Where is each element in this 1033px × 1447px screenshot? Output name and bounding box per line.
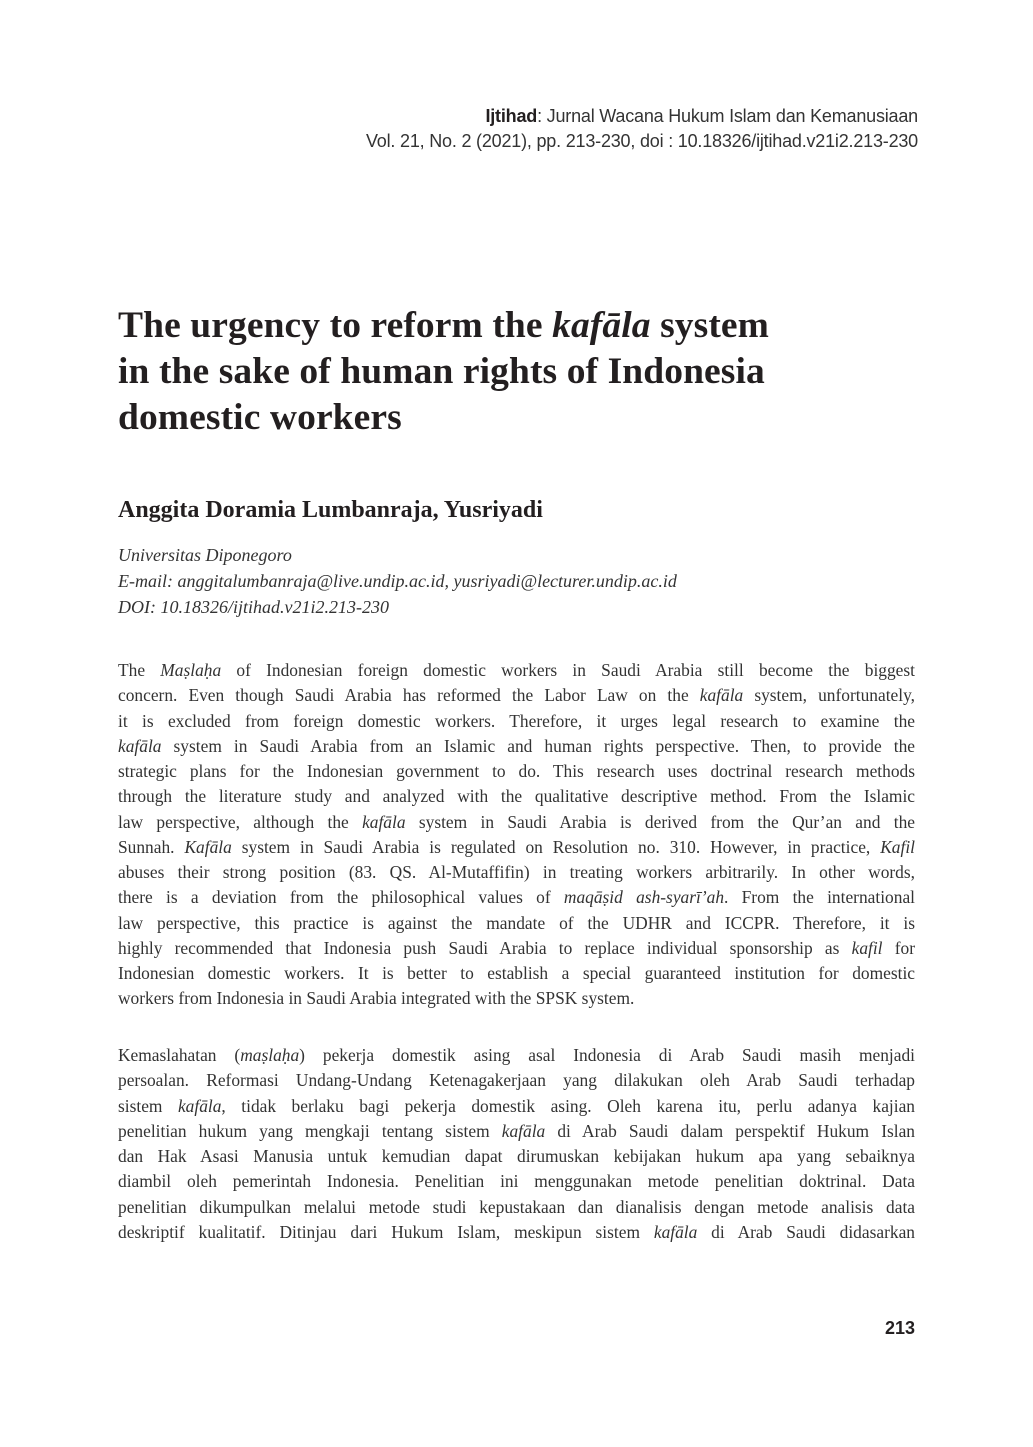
authors: Anggita Doramia Lumbanraja, Yusriyadi xyxy=(118,497,543,523)
abstract-line: highly recommended that Indonesia push Saudi Arabia to replace individual sponsorship as kafil for xyxy=(118,937,915,958)
journal-title-line xyxy=(366,104,918,129)
abstract-indonesian xyxy=(118,1043,915,1245)
abstract-line: workers from Indonesia in Saudi Arabia integrated with the SPSK system. xyxy=(118,988,635,1009)
page-number: 213 xyxy=(884,1318,915,1338)
abstrak-line: persoalan. Reformasi Undang-Undang Ketenagakerjaan yang dilakukan oleh Arab Saudi terhadap xyxy=(118,1070,915,1091)
abstract-line: law perspective, this practice is against the mandate of the UDHR and ICCPR. Therefore, it is xyxy=(118,912,915,933)
abstract-line: law perspective, although the kafāla system in Saudi Arabia is derived from the Qur’an and the xyxy=(118,811,915,832)
abstract-line: abuses their strong position (83. QS. Al-Mutaffifin) in treating workers arbitrarily. In other words, xyxy=(118,862,915,882)
abstract-line: Sunnah. Kafāla system in Saudi Arabia is regulated on Resolution no. 310. However, in practice, Kafil xyxy=(118,836,915,857)
abstrak-line: penelitian hukum yang mengkaji tentang sistem kafāla di Arab Saudi dalam perspektif Hukum Islan xyxy=(118,1120,915,1141)
title-line-1: The urgency to reform the kafāla system xyxy=(118,305,769,346)
abstrak-line: penelitian dikumpulkan melalui metode studi kepustakaan dan dianalisis dengan metode analisis data xyxy=(118,1196,915,1217)
abstrak-line: deskriptif kualitatif. Ditinjau dari Hukum Islam, meskipun sistem kafāla di Arab Saudi didasarkan xyxy=(118,1221,915,1242)
email: E-mail: anggitalumbanraja@live.undip.ac.id, yusriyadi@lecturer.undip.ac.id xyxy=(118,571,677,591)
abstract-line: strategic plans for the Indonesian government to do. This research uses doctrinal research methods xyxy=(118,761,915,781)
abstract-line: Indonesian domestic workers. It is better to establish a special guaranteed institution for domestic xyxy=(118,963,915,983)
abstract-line: kafāla system in Saudi Arabia from an Islamic and human rights perspective. Then, to provide the xyxy=(118,735,915,756)
abstrak-line: sistem kafāla, tidak berlaku bagi pekerja domestik asing. Oleh karena itu, perlu adanya kajian xyxy=(118,1095,915,1116)
abstrak-line: Kemaslahatan (maṣlaḥa) pekerja domestik asing asal Indonesia di Arab Saudi masih menjadi xyxy=(118,1045,915,1065)
abstract-english xyxy=(118,658,915,1012)
doi: DOI: 10.18326/ijtihad.v21i2.213-230 xyxy=(118,597,389,617)
abstract-line: concern. Even though Saudi Arabia has reformed the Labor Law on the kafāla system, unfortunately, xyxy=(118,685,915,706)
affiliation: Universitas Diponegoro xyxy=(118,545,292,565)
abstrak-line: dan Hak Asasi Manusia untuk kemudian dapat dirumuskan kebijakan hukum apa yang sebaiknya xyxy=(118,1146,915,1166)
title-italic-term: kafāla xyxy=(552,305,651,346)
abstrak-line: diambil oleh pemerintah Indonesia. Penelitian ini menggunakan metode penelitian doktrinal. Data xyxy=(118,1171,915,1192)
title-line-2: in the sake of human rights of Indonesia xyxy=(118,351,765,392)
journal-citation: Vol. 21, No. 2 (2021), pp. 213-230, doi : 10.18326/ijtihad.v21i2.213-230 xyxy=(365,131,918,151)
journal-name: Ijtihad xyxy=(485,106,538,126)
abstract-line: there is a deviation from the philosophical values of maqāṣid ash-syarī’ah. From the international xyxy=(118,887,915,908)
abstract-line: The Maṣlaḥa of Indonesian foreign domestic workers in Saudi Arabia still become the biggest xyxy=(118,660,915,680)
journal-subtitle: : Jurnal Wacana Hukum Islam dan Kemanusiaan xyxy=(537,106,918,126)
journal-header xyxy=(366,104,918,154)
title-line-3: domestic workers xyxy=(118,397,402,438)
abstract-line: through the literature study and analyzed with the qualitative descriptive method. From the Islamic xyxy=(118,786,915,807)
author-info xyxy=(118,542,677,620)
abstract-line: it is excluded from foreign domestic workers. Therefore, it urges legal research to examine the xyxy=(118,710,915,731)
article-title xyxy=(118,303,918,441)
